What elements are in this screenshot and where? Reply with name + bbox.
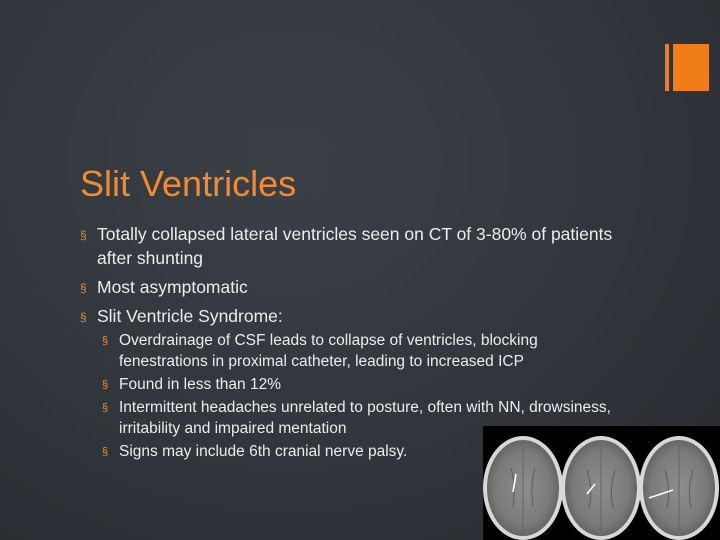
- bullet-icon: §: [80, 310, 87, 324]
- accent-bar-thin: [665, 44, 669, 91]
- bullet-item: [80, 222, 640, 270]
- bullet-text: Totally collapsed lateral ventricles seen on CT of 3-80% of patients after shunting: [97, 224, 613, 268]
- bullet-icon: §: [80, 281, 87, 295]
- sub-bullet-item: [102, 374, 622, 395]
- bullet-item: [80, 275, 640, 299]
- sub-bullet-item: [102, 330, 622, 372]
- bullet-text: Most asymptomatic: [97, 277, 248, 297]
- accent-bar-thick: [673, 44, 709, 91]
- bullet-icon: §: [102, 379, 109, 391]
- bullet-icon: §: [102, 446, 109, 458]
- sub-bullet-text: Found in less than 12%: [119, 376, 281, 393]
- ct-scan-slices: [483, 426, 720, 540]
- ct-slice-3: [639, 436, 719, 540]
- ct-slice-2: [561, 436, 641, 540]
- bullet-icon: §: [102, 402, 109, 414]
- slide-title: Slit Ventricles: [80, 163, 297, 204]
- ct-slice-1: [483, 436, 563, 540]
- bullet-icon: §: [80, 228, 87, 242]
- sub-bullet-text: Intermittent headaches unrelated to posture, often with NN, drowsiness, irritability and impaired mentation: [119, 399, 611, 437]
- bullet-icon: §: [102, 335, 109, 347]
- sub-bullet-text: Overdrainage of CSF leads to collapse of ventricles, blocking fenestrations in proximal catheter, leading to increased ICP: [119, 332, 538, 370]
- sub-bullet-text: Signs may include 6th cranial nerve palsy.: [119, 443, 408, 460]
- bullet-text: Slit Ventricle Syndrome:: [97, 306, 283, 326]
- ct-scan-image: [483, 426, 720, 540]
